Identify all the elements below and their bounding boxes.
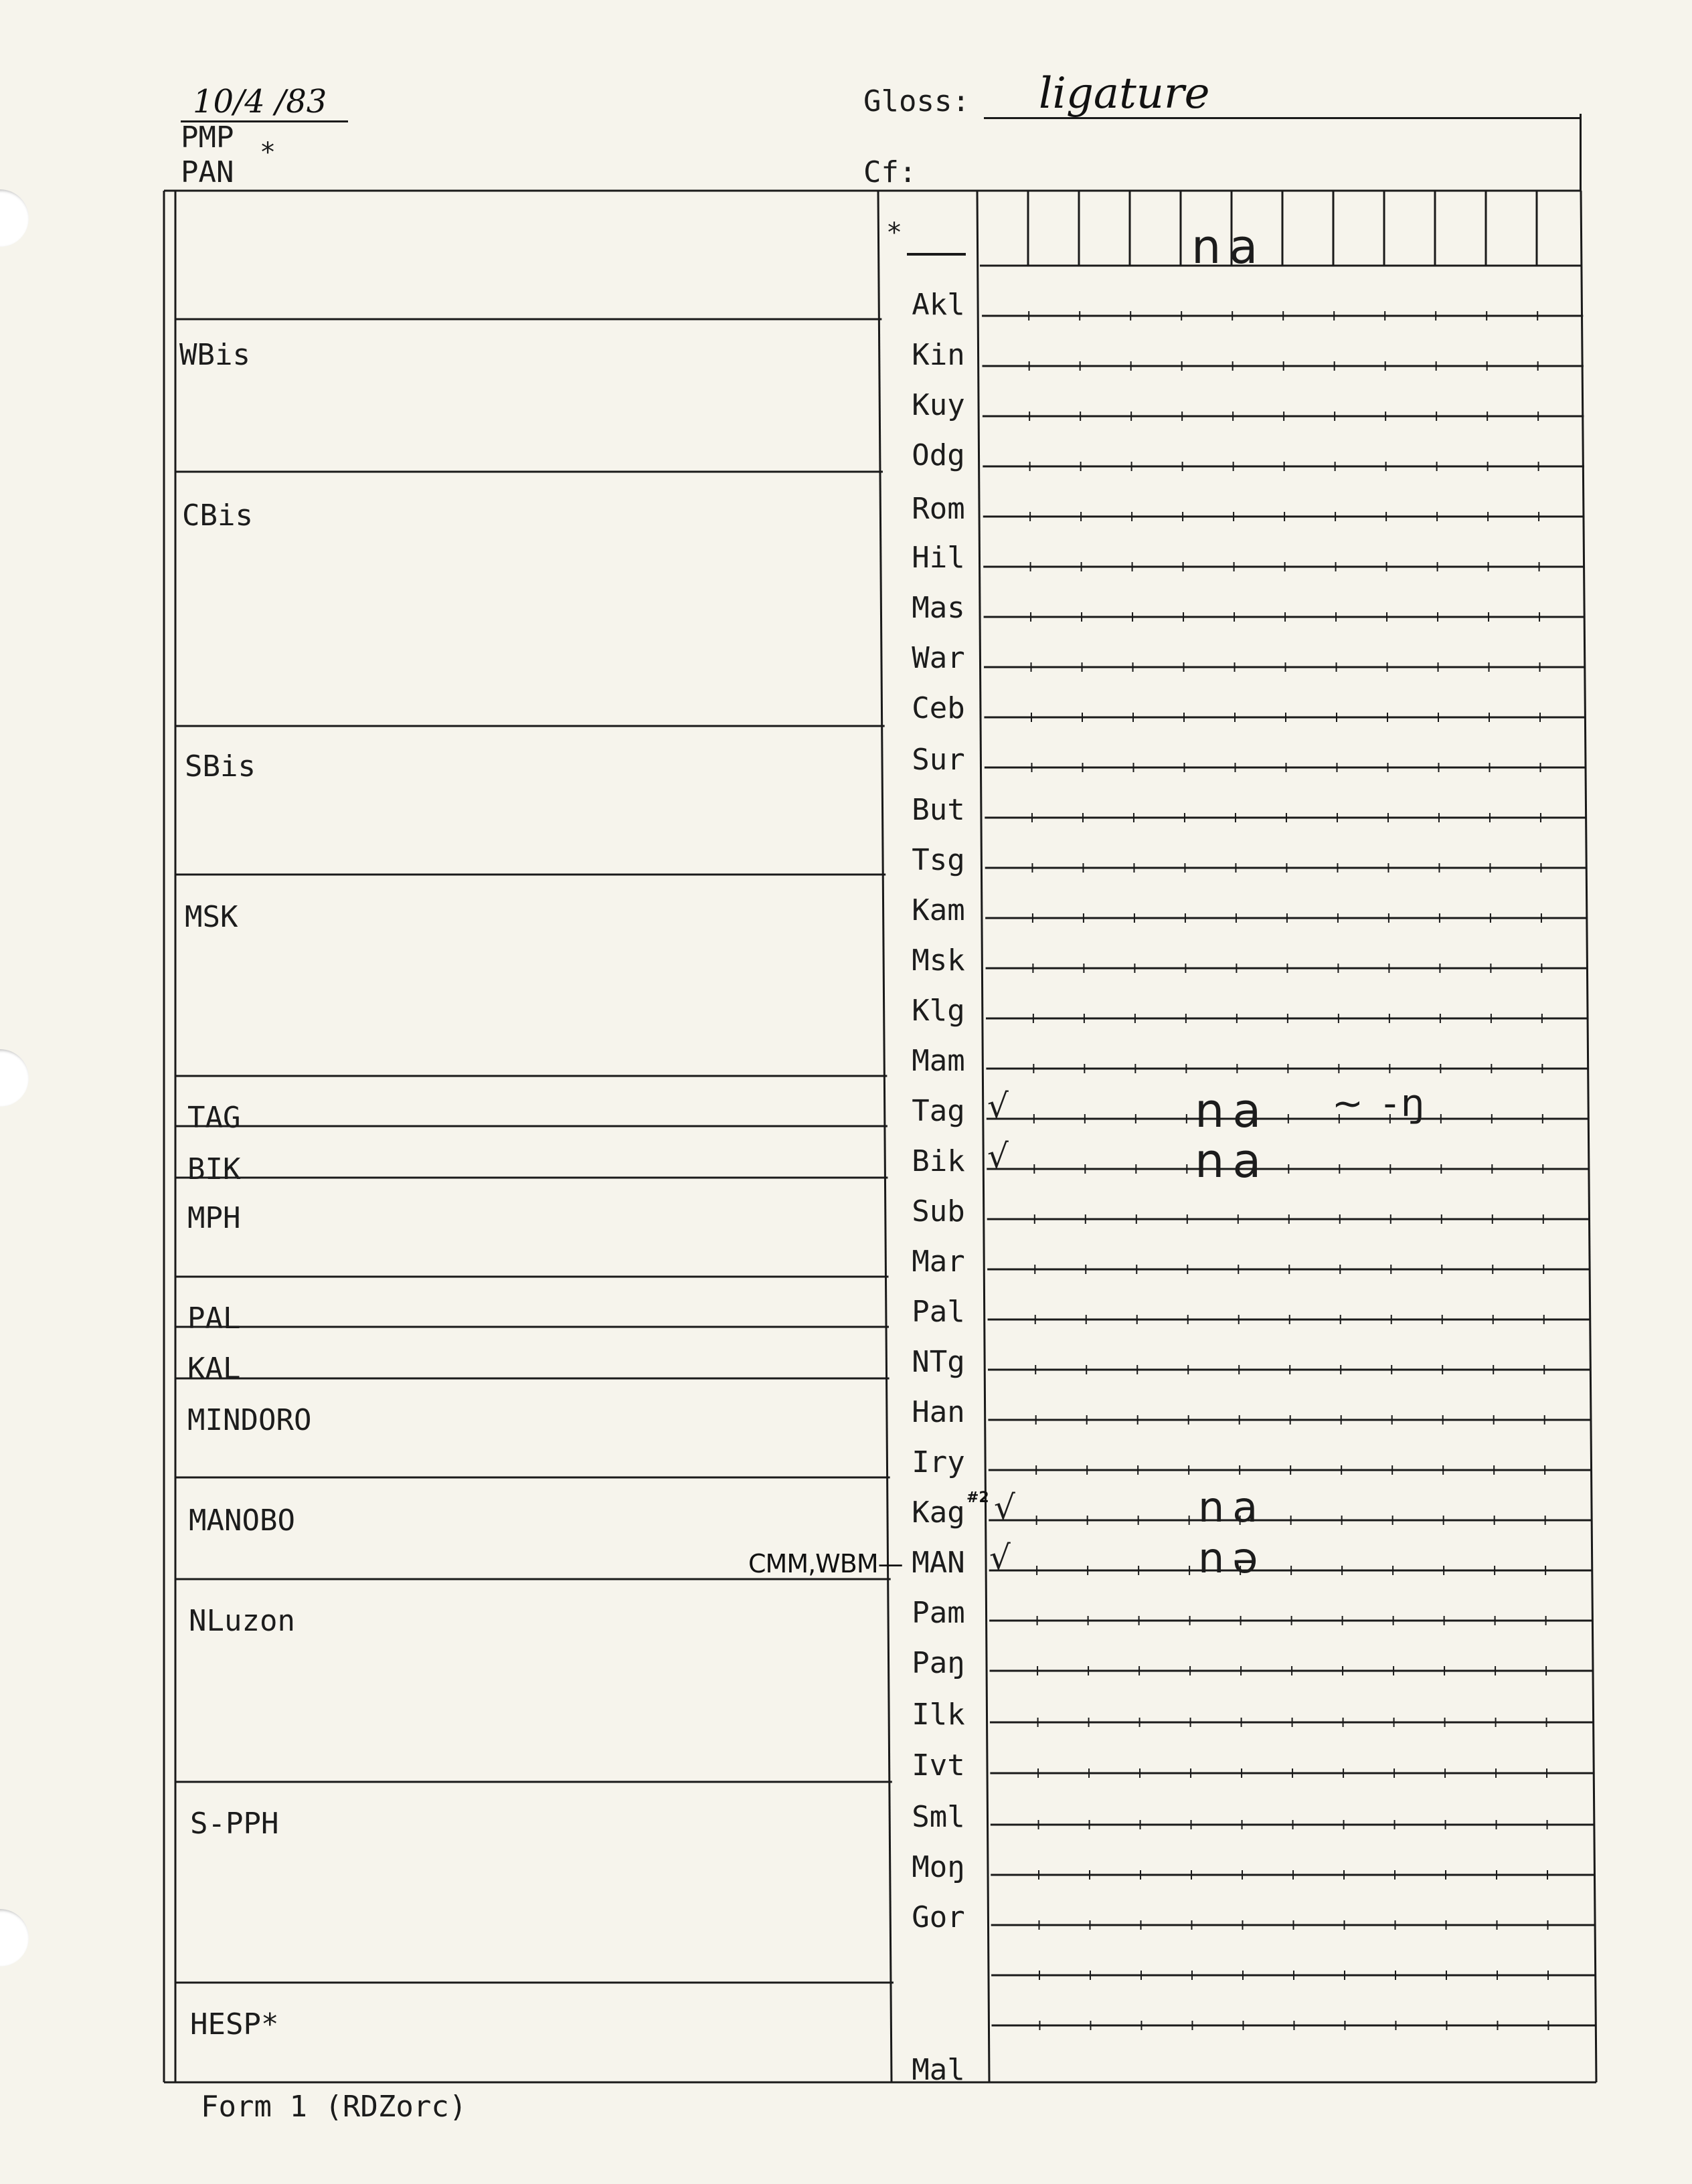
lang-kuy: Kuy <box>912 388 965 422</box>
lang-sml: Sml <box>912 1800 965 1834</box>
kag-check: √ <box>994 1488 1015 1527</box>
header-asterisk: * <box>260 137 276 168</box>
lang-but: But <box>912 793 965 827</box>
lang-han: Han <box>912 1395 965 1429</box>
lang-klg: Klg <box>912 994 965 1028</box>
group-cbis: CBis <box>182 498 253 533</box>
cf-label: Cf: <box>863 155 917 189</box>
man-margin-note: CMM,WBM— <box>748 1549 903 1578</box>
lang-gor: Gor <box>912 1900 965 1934</box>
lang-rom: Rom <box>912 492 965 526</box>
kag-form: na <box>1198 1483 1266 1532</box>
lang-kin: Kin <box>912 338 965 372</box>
form-footer: Form 1 (RDZorc) <box>201 2090 467 2124</box>
lang-mas: Mas <box>912 591 965 625</box>
group-mph: MPH <box>187 1201 241 1235</box>
lang-ceb: Ceb <box>912 691 965 725</box>
lang-pal: Pal <box>912 1295 965 1329</box>
lang-ilk: Ilk <box>912 1698 965 1732</box>
pmp-label: PMP <box>181 120 234 155</box>
tag-check: √ <box>987 1087 1009 1125</box>
form-right-border <box>1581 191 1596 2082</box>
group-bik: BIK <box>187 1152 241 1186</box>
group-manobo: MANOBO <box>189 1504 295 1538</box>
group-nluzon: NLuzon <box>189 1604 295 1638</box>
lang-ntg: NTg <box>912 1345 965 1379</box>
group-hesp: HESP* <box>190 2007 279 2041</box>
lang-odg: Odg <box>912 438 965 472</box>
group-pal: PAL <box>187 1301 241 1336</box>
lang-pang: Paŋ <box>912 1646 965 1680</box>
lang-akl: Akl <box>912 288 965 322</box>
top-row-asterisk: * <box>886 217 903 248</box>
kag-superscript: #2 <box>966 1489 989 1506</box>
lang-ivt: Ivt <box>912 1748 965 1783</box>
lang-kag: Kag <box>912 1495 965 1530</box>
group-s-pph: S-PPH <box>190 1807 279 1841</box>
group-wbis: WBis <box>179 338 250 372</box>
man-check: √ <box>989 1538 1011 1577</box>
pan-label: PAN <box>181 155 234 189</box>
tag-variant: ~ -ŋ <box>1332 1082 1429 1125</box>
group-column-right-border <box>878 191 892 2082</box>
tag-form: na <box>1195 1083 1270 1138</box>
man-form: nə <box>1198 1534 1266 1582</box>
top-row-entry: na <box>1191 219 1266 274</box>
lang-pam: Pam <box>912 1596 965 1630</box>
lang-mal: Mal <box>912 2053 965 2087</box>
lang-mam: Mam <box>912 1044 965 1078</box>
lang-tag: Tag <box>912 1094 965 1128</box>
bik-check: √ <box>987 1137 1009 1176</box>
lang-mar: Mar <box>912 1245 965 1279</box>
group-tag: TAG <box>187 1101 241 1135</box>
group-kal: KAL <box>187 1352 241 1386</box>
lang-kam: Kam <box>912 893 965 927</box>
lang-sur: Sur <box>912 743 965 777</box>
lang-hil: Hil <box>912 541 965 575</box>
lang-mong: Moŋ <box>912 1850 965 1884</box>
group-sbis: SBis <box>185 749 256 784</box>
lang-msk: Msk <box>912 943 965 978</box>
gloss-label: Gloss: <box>863 84 970 118</box>
lang-sub: Sub <box>912 1194 965 1228</box>
lang-bik: Bik <box>912 1144 965 1178</box>
group-mindoro: MINDORO <box>187 1403 312 1437</box>
group-msk: MSK <box>185 900 238 934</box>
date: 10/4 /83 <box>193 83 327 120</box>
gloss-value: ligature <box>1039 69 1210 118</box>
lang-iry: Iry <box>912 1445 965 1479</box>
lang-man: MAN <box>912 1546 965 1580</box>
bik-form: na <box>1195 1133 1270 1188</box>
lang-tsg: Tsg <box>912 843 965 877</box>
lang-war: War <box>912 641 965 675</box>
